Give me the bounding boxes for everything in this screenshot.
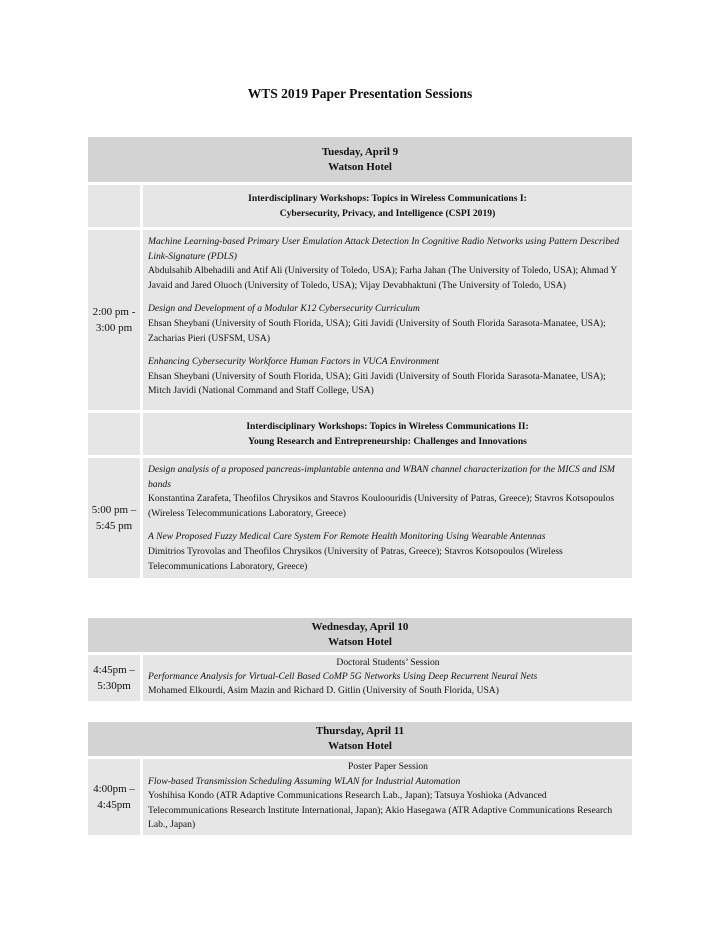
workshop2-papers	[143, 458, 632, 578]
thursday-schedule	[88, 722, 632, 835]
workshop2-title-line2: Young Research and Entrepreneurship: Challenges and Innovations	[248, 436, 527, 447]
thursday-time: 4:00pm – 4:45pm	[88, 759, 140, 835]
paper-item	[148, 463, 628, 521]
paper-authors: Mohamed Elkourdi, Asim Mazin and Richard D. Gitlin (University of South Florida, USA)	[148, 685, 499, 696]
workshop1-row	[88, 185, 632, 227]
workshop2-title-line1: Interdisciplinary Workshops: Topics in Wireless Communications II:	[246, 421, 529, 432]
wednesday-time: 4:45pm – 5:30pm	[88, 655, 140, 701]
paper-title: Flow-based Transmission Scheduling Assuming WLAN for Industrial Automation	[148, 775, 461, 787]
paper-title: Enhancing Cybersecurity Workforce Human Factors in VUCA Environment	[148, 356, 440, 368]
paper-authors: Dimitrios Tyrovolas and Theofilos Chrysikos (University of Patras, Greece); Stavros Kotsopoulos (Wireless Telecommunications Laboratory, Greece)	[148, 545, 563, 572]
workshop2-time: 5:00 pm – 5:45 pm	[88, 458, 140, 578]
session-label: Poster Paper Session	[348, 761, 428, 772]
paper-item	[148, 235, 628, 293]
workshop1-papers-row	[88, 230, 632, 410]
paper-authors: Konstantina Zarafeta, Theofilos Chrysikos and Stavros Kouloouridis (University of Patras, Greece); Stavros Kotsopoulos (Wireless Telecommunications Laboratory, Greece)	[148, 493, 615, 519]
workshop1-title-line1: Interdisciplinary Workshops: Topics in Wireless Communications I:	[248, 193, 527, 204]
wednesday-header	[88, 618, 632, 652]
paper-title: Performance Analysis for Virtual-Cell Based CoMP 5G Networks Using Deep Recurrent Neural Nets	[148, 671, 538, 682]
tuesday-date: Tuesday, April 9	[321, 145, 399, 158]
paper-authors: Ehsan Sheybani (University of South Florida, USA); Giti Javidi (University of South Florida Sarasota-Manatee, USA); Zacharias Pieri (USFSM, USA)	[148, 317, 606, 344]
workshop2-papers-row	[88, 458, 632, 578]
wednesday-schedule	[88, 618, 632, 701]
wednesday-venue: Watson Hotel	[328, 636, 392, 648]
thursday-header	[88, 722, 632, 756]
workshop1-papers	[143, 230, 632, 410]
paper-item	[148, 302, 628, 346]
workshop1-time-spacer	[88, 185, 140, 227]
session-label: Doctoral Students’ Session	[336, 657, 440, 668]
thursday-date: Thursday, April 11	[315, 725, 405, 737]
thursday-venue: Watson Hotel	[328, 740, 392, 752]
workshop1-time: 2:00 pm - 3:00 pm	[88, 230, 140, 410]
page-title: WTS 2019 Paper Presentation Sessions	[247, 86, 473, 101]
thursday-session-row	[88, 759, 632, 835]
paper-title: Machine Learning-based Primary User Emulation Attack Detection In Cognitive Radio Networks using Pattern Described Link-Signature (PDLS)	[148, 236, 620, 262]
workshop1-title-line2: Cybersecurity, Privacy, and Intelligence (CSPI 2019)	[279, 208, 496, 219]
paper-title: A New Proposed Fuzzy Medical Care System For Remote Health Monitoring Using Wearable Antennas	[148, 531, 546, 543]
paper-item	[148, 530, 628, 574]
wednesday-date: Wednesday, April 10	[311, 621, 409, 633]
workshop2-row	[88, 413, 632, 455]
thursday-session	[143, 759, 632, 835]
paper-title: Design analysis of a proposed pancreas-implantable antenna and WBAN channel characterization for the MICS and ISM bands	[148, 464, 615, 490]
workshop2-title	[143, 413, 632, 455]
paper-title: Design and Development of a Modular K12 Cybersecurity Curriculum	[148, 303, 420, 315]
workshop1-title	[143, 185, 632, 227]
paper-item	[148, 355, 628, 399]
tuesday-header	[88, 137, 632, 182]
paper-authors: Yoshihisa Kondo (ATR Adaptive Communications Research Lab., Japan); Tatsuya Yoshioka (Advanced Telecommunications Research Institute International, Japan); Akio Hasegawa (ATR Adaptive Communications Research Lab., Japan)	[148, 790, 613, 830]
tuesday-venue: Watson Hotel	[328, 160, 392, 173]
paper-authors: Abdulsahib Albehadili and Atif Ali (University of Toledo, USA); Farha Jahan (The University of Toledo, USA); Ahmad Y Javaid and Jared Oluoch (University of Toledo, USA); Vijay Devabhaktuni (The University of Toledo, USA)	[148, 265, 617, 291]
workshop2-time-spacer	[88, 413, 140, 455]
wednesday-session-row	[88, 655, 632, 701]
paper-authors: Ehsan Sheybani (University of South Florida, USA); Giti Javidi (University of South Florida Sarasota-Manatee, USA); Mitch Javidi (National Command and Staff College, USA)	[148, 370, 606, 397]
wednesday-session	[143, 655, 632, 701]
tuesday-schedule	[88, 137, 632, 578]
